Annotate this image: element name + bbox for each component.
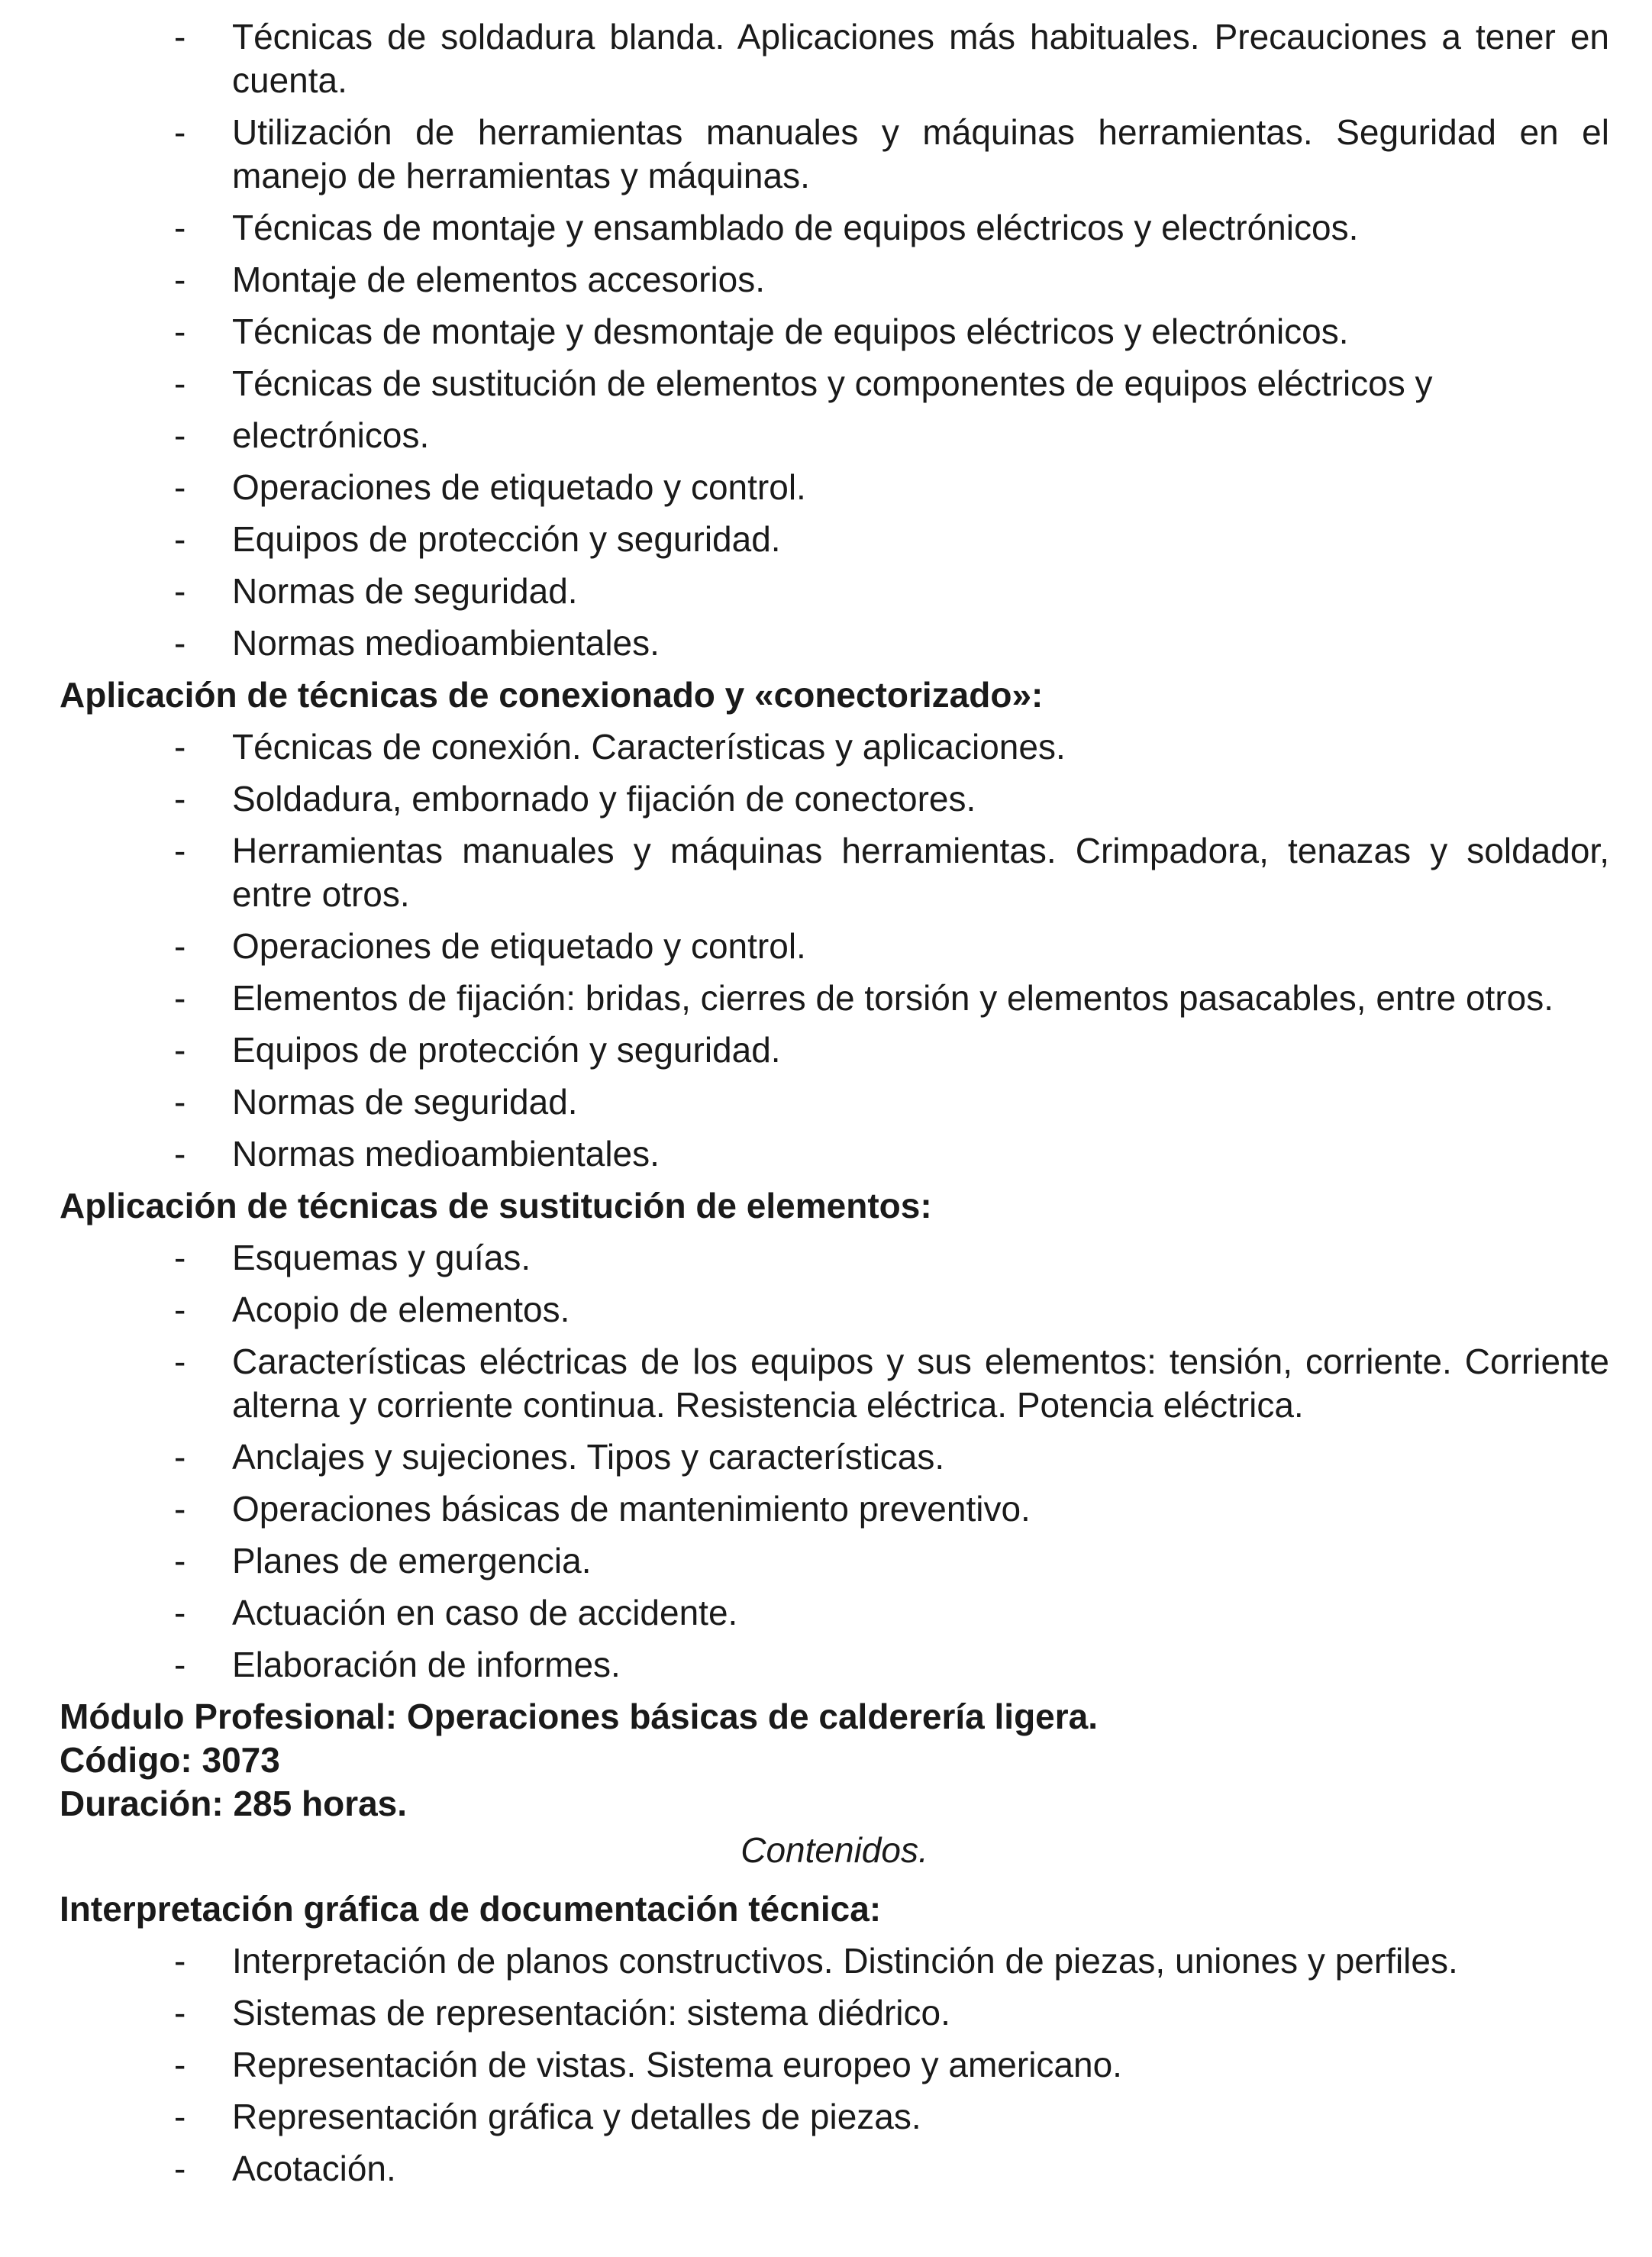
module-duration: Duración: 285 horas.	[60, 1784, 408, 1823]
list-item: - Esquemas y guías.	[60, 1236, 1609, 1280]
list-sustitucion	[60, 1236, 1609, 1687]
bullet-dash: -	[174, 17, 186, 57]
bullet-dash: -	[174, 1342, 186, 1381]
bullet-dash: -	[174, 260, 186, 299]
list-item: - Normas de seguridad.	[60, 570, 1609, 613]
bullet-dash: -	[174, 2149, 186, 2188]
list-item: - Planes de emergencia.	[60, 1539, 1609, 1583]
bullet-dash: -	[174, 1593, 186, 1632]
bullet-dash: -	[174, 2097, 186, 2136]
bullet-dash: -	[174, 831, 186, 870]
list-item: - Elementos de fijación: bridas, cierres de torsión y elementos pasacables, entre otros.	[60, 977, 1609, 1020]
list-item: - Acotación.	[60, 2147, 1609, 2191]
list-item: - Operaciones básicas de mantenimiento preventivo.	[60, 1487, 1609, 1531]
bullet-dash: -	[174, 208, 186, 247]
list-item: - Normas medioambientales.	[60, 1132, 1609, 1176]
bullet-dash: -	[174, 1993, 186, 2033]
list-item: - Actuación en caso de accidente.	[60, 1591, 1609, 1635]
list-item: - Operaciones de etiquetado y control.	[60, 925, 1609, 968]
bullet-dash: -	[174, 1941, 186, 1981]
bullet-dash: -	[174, 2045, 186, 2084]
list-item: - Representación de vistas. Sistema europeo y americano.	[60, 2043, 1609, 2087]
bullet-dash: -	[174, 1238, 186, 1277]
section-heading-sustitucion: Aplicación de técnicas de sustitución de elementos:	[60, 1186, 932, 1225]
list-item: - Utilización de herramientas manuales y máquinas herramientas. Seguridad en el manejo de herramientas y máquinas.	[174, 112, 1609, 195]
list-item: - Equipos de protección y seguridad.	[60, 1028, 1609, 1072]
bullet-dash: -	[174, 312, 186, 351]
list-interpretacion	[60, 1939, 1609, 2191]
list-item: - Técnicas de montaje y ensamblado de equipos eléctricos y electrónicos.	[60, 206, 1609, 250]
bullet-dash: -	[174, 1437, 186, 1477]
bullet-dash: -	[174, 1290, 186, 1329]
bullet-dash: -	[174, 1489, 186, 1529]
list-item: - Técnicas de montaje y desmontaje de equipos eléctricos y electrónicos.	[60, 310, 1609, 354]
list-item: - Herramientas manuales y máquinas herramientas. Crimpadora, tenazas y soldador, entre otros.	[174, 831, 1609, 914]
bullet-dash: -	[174, 415, 186, 455]
list-item: - Normas medioambientales.	[60, 622, 1609, 665]
bullet-dash: -	[174, 1030, 186, 1070]
section-heading-conexionado: Aplicación de técnicas de conexionado y «conectorizado»:	[60, 675, 1044, 715]
list-conexionado	[60, 725, 1609, 1176]
bullet-dash: -	[174, 779, 186, 819]
bullet-dash: -	[174, 1541, 186, 1581]
contents-label: Contenidos.	[740, 1830, 928, 1870]
list-item: - electrónicos.	[60, 414, 1609, 457]
bullet-dash: -	[174, 1645, 186, 1684]
list-item: - Sistemas de representación: sistema diédrico.	[60, 1991, 1609, 2035]
list-item: - Representación gráfica y detalles de piezas.	[60, 2095, 1609, 2139]
list-item: - Equipos de protección y seguridad.	[60, 518, 1609, 561]
list-item: - Anclajes y sujeciones. Tipos y características.	[60, 1435, 1609, 1479]
list-item: - Operaciones de etiquetado y control.	[60, 466, 1609, 509]
list-item: - Normas de seguridad.	[60, 1080, 1609, 1124]
module-code: Código: 3073	[60, 1740, 280, 1780]
bullet-dash: -	[174, 363, 186, 403]
list-item: - Características eléctricas de los equipos y sus elementos: tensión, corriente. Corriente alterna y corriente continua. Resistencia eléctrica. Potencia eléctrica.	[174, 1342, 1609, 1425]
list-item: - Interpretación de planos constructivos. Distinción de piezas, uniones y perfiles.	[60, 1939, 1609, 1983]
list-item: - Técnicas de conexión. Características y aplicaciones.	[60, 725, 1609, 769]
bullet-dash: -	[174, 727, 186, 767]
bullet-dash: -	[174, 623, 186, 663]
bullet-dash: -	[174, 519, 186, 559]
module-title: Módulo Profesional: Operaciones básicas de calderería ligera.	[60, 1697, 1099, 1736]
bullet-dash: -	[174, 1082, 186, 1122]
document-page	[60, 15, 1609, 2199]
bullet-dash: -	[174, 467, 186, 507]
bullet-dash: -	[174, 1134, 186, 1174]
list-item: - Soldadura, embornado y fijación de conectores.	[60, 777, 1609, 821]
list-soldadura	[60, 15, 1609, 665]
list-item: - Elaboración de informes.	[60, 1643, 1609, 1687]
list-item: - Acopio de elementos.	[60, 1288, 1609, 1332]
list-item: - Montaje de elementos accesorios.	[60, 258, 1609, 302]
bullet-dash: -	[174, 978, 186, 1018]
bullet-dash: -	[174, 571, 186, 611]
list-item: - Técnicas de soldadura blanda. Aplicaciones más habituales. Precauciones a tener en cuenta.	[174, 17, 1609, 100]
bullet-dash: -	[174, 926, 186, 966]
list-item: - Técnicas de sustitución de elementos y componentes de equipos eléctricos y	[60, 362, 1609, 405]
section-heading-interpretacion: Interpretación gráfica de documentación técnica:	[60, 1889, 882, 1929]
bullet-dash: -	[174, 112, 186, 152]
